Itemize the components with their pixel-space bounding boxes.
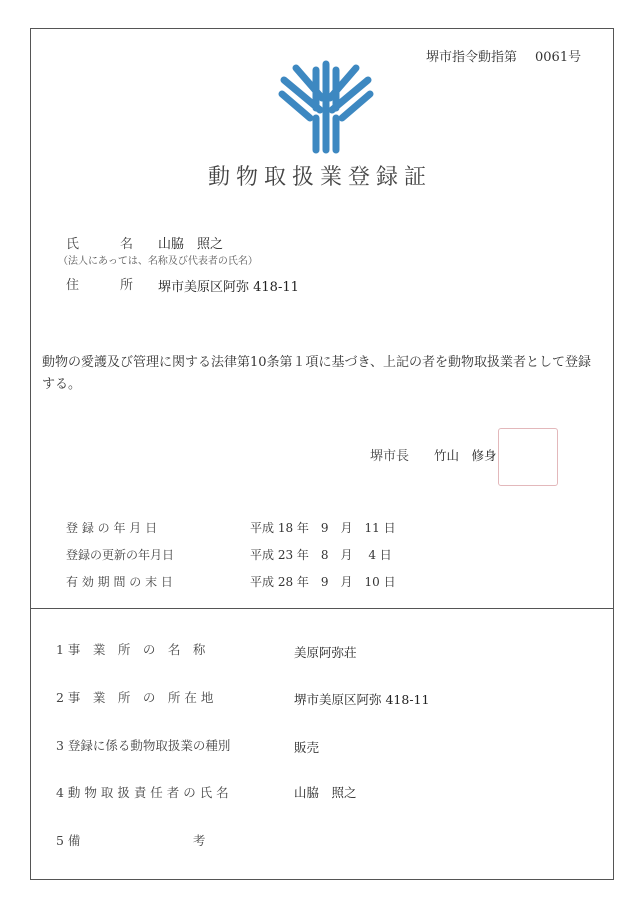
item-label: 4 動 物 取 扱 責 任 者 の 氏 名 — [56, 785, 229, 800]
name-label: 氏 名 — [66, 237, 148, 252]
registration-prefix: 堺市指令動指第 — [426, 50, 518, 65]
official-seal-stamp — [498, 428, 558, 486]
item-value: 山脇 照之 — [294, 785, 357, 800]
date-label: 登録の更新の年月日 — [66, 548, 175, 562]
name-note: （法人にあっては、名称及び代表者の氏名） — [58, 256, 258, 267]
item-label: 2 事 業 所 の 所 在 地 — [56, 690, 214, 705]
name-value: 山脇 照之 — [158, 237, 224, 252]
item-value: 堺市美原区阿弥 418-11 — [294, 692, 430, 707]
date-value: 平成 23 年 8 月 4 日 — [250, 548, 392, 562]
date-label: 登 録 の 年 月 日 — [66, 521, 158, 535]
item-value: 販売 — [294, 740, 320, 755]
date-value: 平成 18 年 9 月 11 日 — [250, 521, 396, 535]
registration-suffix: 号 — [568, 50, 582, 65]
item-label: 3 登録に係る動物取扱業の種別 — [56, 738, 231, 753]
item-label: 1 事 業 所 の 名 称 — [56, 642, 206, 657]
section-divider — [30, 608, 614, 609]
date-label: 有 効 期 間 の 末 日 — [66, 575, 173, 589]
sakai-city-emblem-icon — [276, 58, 376, 158]
registration-number-value: 0061 — [535, 50, 569, 65]
date-value: 平成 28 年 9 月 10 日 — [250, 575, 396, 589]
address-label: 住 所 — [66, 278, 148, 293]
statement-text: 動物の愛護及び管理に関する法律第10条第１項に基づき、上記の者を動物取扱業者として登録する。 — [42, 355, 592, 392]
document-title: 動物取扱業登録証 — [207, 165, 432, 190]
registration-number — [426, 46, 581, 65]
item-label: 5 備 考 — [56, 833, 206, 848]
address-value: 堺市美原区阿弥 418-11 — [158, 280, 299, 295]
issuer-name: 竹山 修身 — [434, 448, 497, 463]
issuer-title: 堺市長 — [370, 449, 410, 464]
item-value: 美原阿弥荘 — [294, 645, 357, 660]
